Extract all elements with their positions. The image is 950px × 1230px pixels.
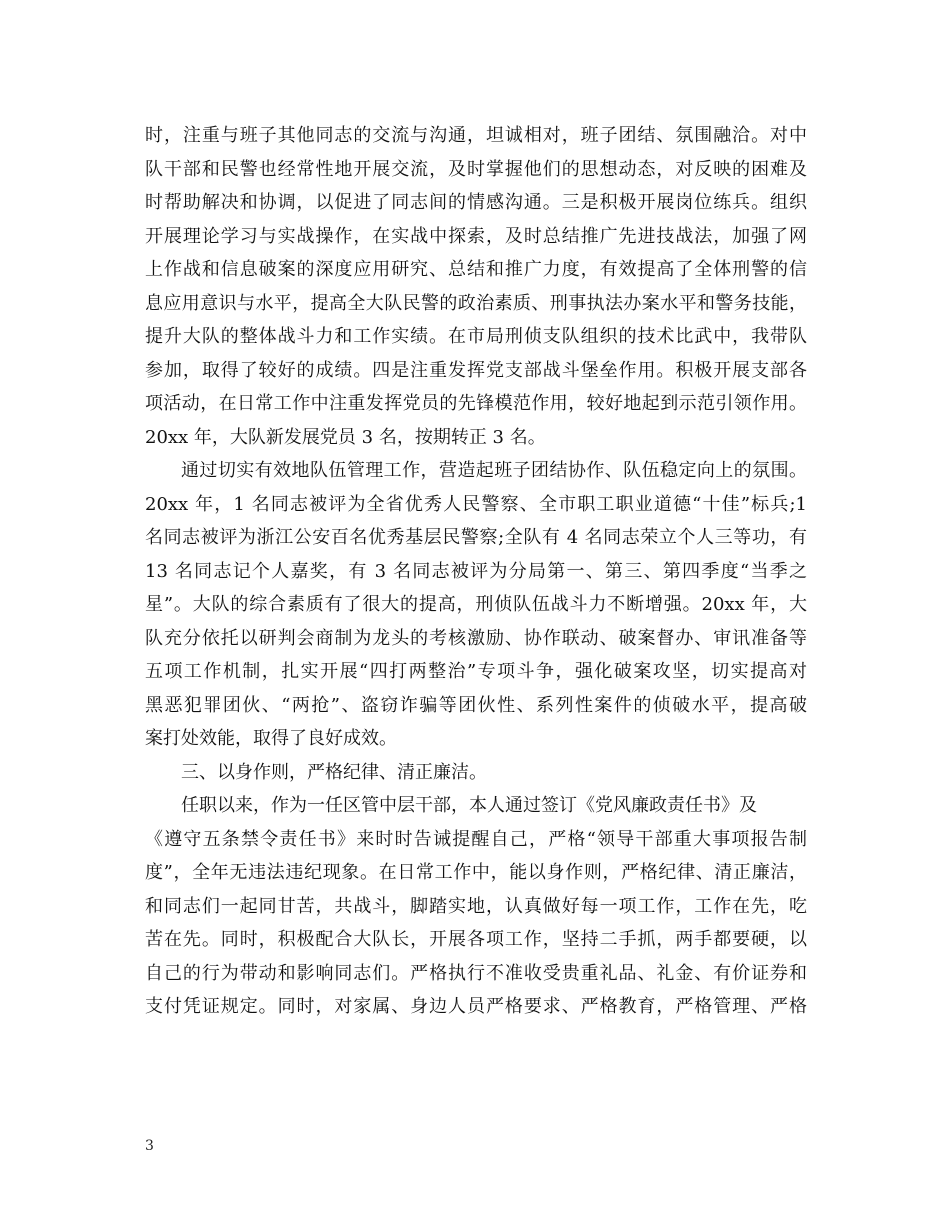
text-line: 提升大队的整体战斗力和工作实绩。在市局刑侦支队组织的技术比武中，我带队 <box>145 326 807 347</box>
text-line: 13 名同志记个人嘉奖，有 3 名同志被评为分局第一、第三、第四季度“当季之 <box>145 560 807 582</box>
text-line: 项活动，在日常工作中注重发挥党员的先锋模范作用，较好地起到示范引领作用。 <box>145 393 807 414</box>
document-body <box>145 119 807 1024</box>
text-line: 队干部和民警也经常性地开展交流，及时掌握他们的思想动态，对反映的困难及 <box>145 158 807 180</box>
text-line: 20xx 年，大队新发展党员 3 名，按期转正 3 名。 <box>145 426 546 448</box>
text-line: 上作战和信息破案的深度应用研究、总结和推广力度，有效提高了全体刑警的信 <box>145 259 807 280</box>
text-line: 案打处效能，取得了良好成效。 <box>145 728 397 749</box>
text-line: 息应用意识与水平，提高全大队民警的政治素质、刑事执法办案水平和警务技能， <box>145 292 807 314</box>
text-line: 开展理论学习与实战操作，在实战中探索，及时总结推广先进技战法，加强了网 <box>145 225 807 247</box>
text-line: 时帮助解决和协调，以促进了同志间的情感沟通。三是积极开展岗位练兵。组织 <box>145 192 807 213</box>
text-line: 通过切实有效地队伍管理工作，营造起班子团结协作、队伍稳定向上的氛围。 <box>181 460 807 481</box>
text-line: 自己的行为带动和影响同志们。严格执行不准收受贵重礼品、礼金、有价证券和 <box>145 962 807 984</box>
text-line: 三、以身作则，严格纪律、清正廉洁。 <box>181 761 487 783</box>
text-line: 和同志们一起同甘苦，共战斗，脚踏实地，认真做好每一项工作，工作在先，吃 <box>145 895 807 917</box>
text-line: 时，注重与班子其他同志的交流与沟通，坦诚相对，班子团结、氛围融洽。对中 <box>145 125 807 146</box>
text-line: 星”。大队的综合素质有了很大的提高，刑侦队伍战斗力不断增强。20xx 年，大 <box>145 594 807 615</box>
text-line: 参加，取得了较好的成绩。四是注重发挥党支部战斗堡垒作用。积极开展支部各 <box>145 359 807 381</box>
text-line: 队充分依托以研判会商制为龙头的考核激励、协作联动、破案督办、审讯准备等 <box>145 627 807 649</box>
text-line: 《遵守五条禁令责任书》来时时告诫提醒自己，严格“领导干部重大事项报告制 <box>145 828 807 850</box>
text-line: 20xx 年，1 名同志被评为全省优秀人民警察、全市职工职业道德“十佳”标兵;1 <box>145 493 807 515</box>
text-line: 苦在先。同时，积极配合大队长，开展各项工作，坚持二手抓，两手都要硬，以 <box>145 929 807 950</box>
page-number: 3 <box>145 1138 154 1154</box>
text-line: 名同志被评为浙江公安百名优秀基层民警察;全队有 4 名同志荣立个人三等功，有 <box>145 527 807 548</box>
text-line: 任职以来，作为一任区管中层干部，本人通过签订《党风廉政责任书》及 <box>181 795 757 816</box>
text-line: 支付凭证规定。同时，对家属、身边人员严格要求、严格教育，严格管理、严格 <box>145 996 807 1017</box>
text-line: 度”，全年无违法违纪现象。在日常工作中，能以身作则，严格纪律、清正廉洁， <box>145 862 807 883</box>
text-line: 五项工作机制，扎实开展“四打两整治”专项斗争，强化破案攻坚，切实提高对 <box>145 661 807 682</box>
text-line: 黑恶犯罪团伙、“两抢”、盗窃诈骗等团伙性、系列性案件的侦破水平，提高破 <box>145 694 807 716</box>
